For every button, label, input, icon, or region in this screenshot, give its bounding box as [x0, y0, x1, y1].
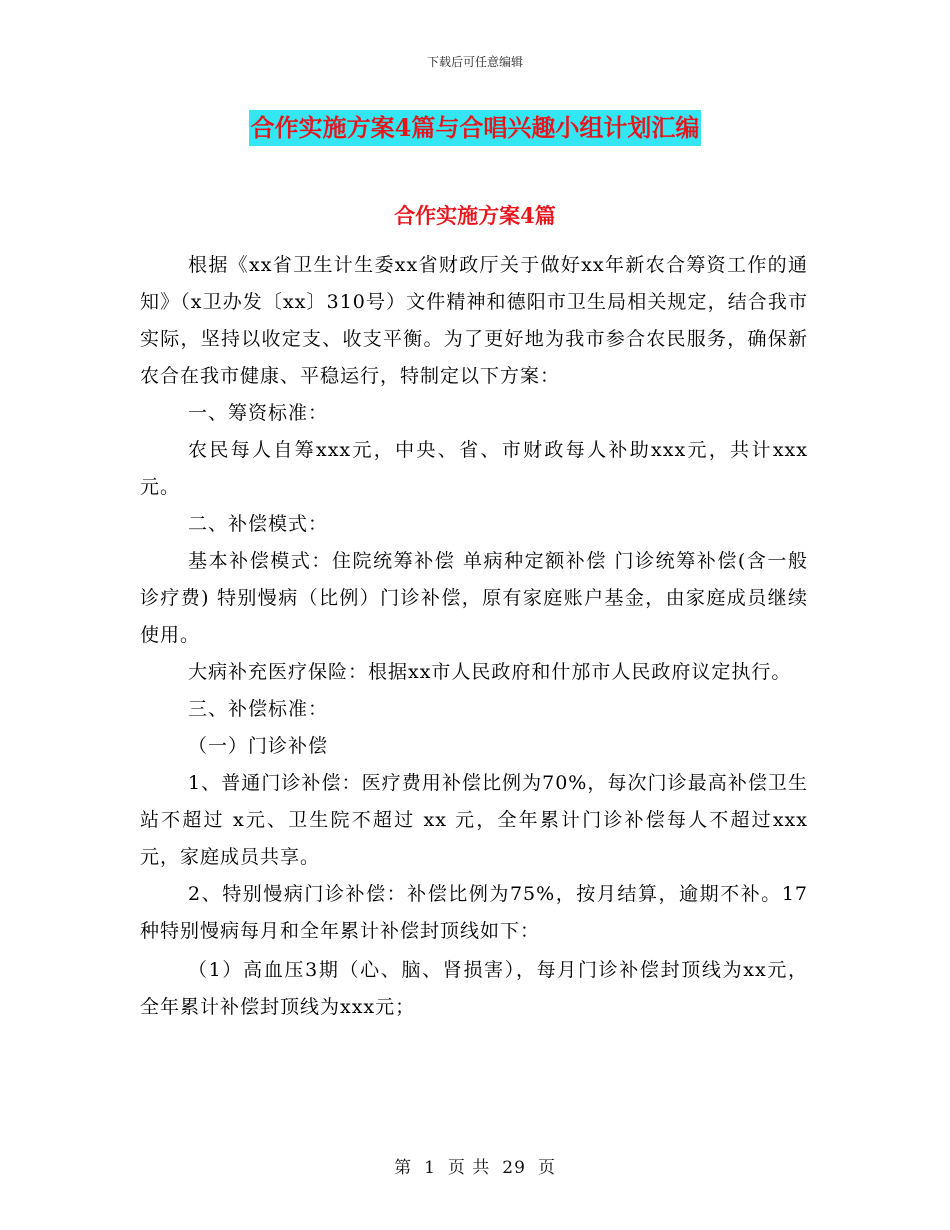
- heading-outpatient: （一）门诊补偿: [188, 735, 329, 757]
- paragraph-hypertension: （1）高血压3期（心、脑、肾损害），每月门诊补偿封顶线为xx元，全年累计补偿封顶线为xxx元；: [140, 959, 808, 1018]
- footer-page-number: 1: [424, 1158, 436, 1178]
- header-note: 下载后可任意编辑: [426, 55, 523, 69]
- document-title-text: 合作实施方案4篇与合唱兴趣小组计划汇编: [249, 110, 702, 146]
- footer-middle: 页 共: [447, 1158, 491, 1178]
- paragraph-chronic-outpatient: 2、特别慢病门诊补偿：补偿比例为75%，按月结算，逾期不补。17种特别慢病每月和全年累计补偿封顶线如下：: [140, 883, 808, 942]
- document-body: [140, 247, 808, 1026]
- paragraph-funding: 农民每人自筹xxx元，中央、省、市财政每人补助xxx元，共计xxx元。: [140, 439, 808, 498]
- document-title: [0, 110, 950, 146]
- paragraph-basic-mode: 基本补偿模式：住院统筹补偿 单病种定额补偿 门诊统筹补偿(含一般诊疗费) 特别慢病（比例）门诊补偿，原有家庭账户基金，由家庭成员继续使用。: [140, 550, 808, 646]
- heading-funding-standard: 一、筹资标准：: [188, 402, 329, 424]
- footer-prefix: 第: [394, 1158, 413, 1178]
- paragraph-insurance: 大病补充医疗保险：根据xx市人民政府和什邡市人民政府议定执行。: [188, 661, 792, 683]
- footer-total-pages: 29: [502, 1158, 526, 1178]
- heading-compensation-mode: 二、补偿模式：: [188, 513, 329, 535]
- paragraph-intro: 根据《xx省卫生计生委xx省财政厅关于做好xx年新农合筹资工作的通知》（x卫办发〔xx〕310号）文件精神和德阳市卫生局相关规定，结合我市实际，坚持以收定支、收支平衡。为了更好地为我市参合农民服务，确保新农合在我市健康、平稳运行，特制定以下方案：: [140, 254, 808, 387]
- paragraph-general-outpatient: 1、普通门诊补偿：医疗费用补偿比例为70%，每次门诊最高补偿卫生站不超过 x元、卫生院不超过 xx 元，全年累计门诊补偿每人不超过xxx元，家庭成员共享。: [140, 772, 808, 868]
- footer-suffix: 页: [537, 1158, 556, 1178]
- section-title: 合作实施方案4篇: [394, 203, 556, 228]
- page-footer: [0, 1153, 950, 1178]
- heading-compensation-standard: 三、补偿标准：: [188, 698, 329, 720]
